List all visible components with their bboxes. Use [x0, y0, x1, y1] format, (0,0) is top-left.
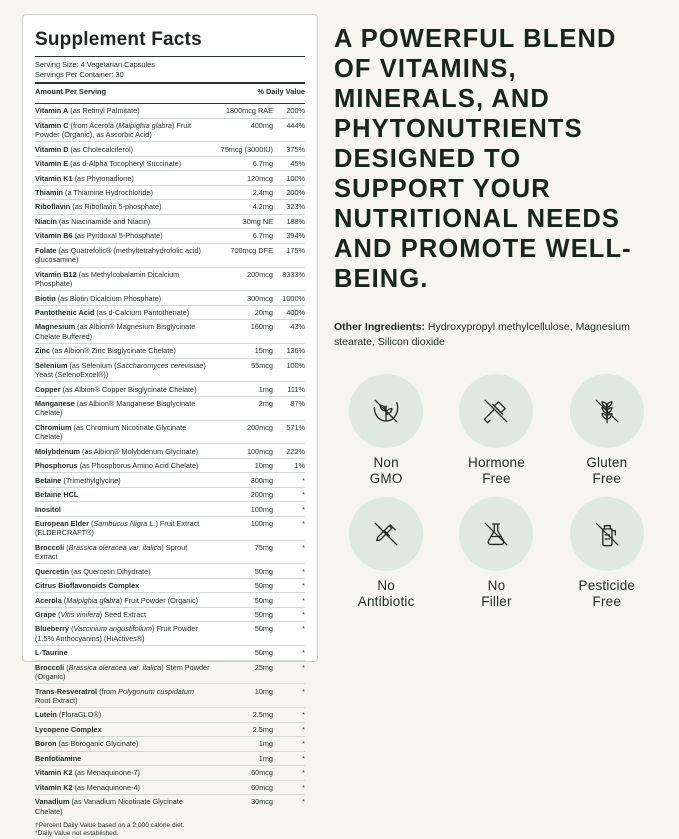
ingredient-name: Boron (as Boroganic Glycinate) — [35, 737, 211, 751]
badge-label-line1: No — [487, 578, 506, 593]
table-row — [35, 200, 305, 214]
ingredient-daily-value: 188% — [273, 214, 305, 228]
table-row — [35, 766, 305, 780]
table-row — [35, 142, 305, 156]
ingredient-daily-value: 45% — [273, 156, 305, 170]
badge-label-line1: Pesticide — [578, 578, 636, 593]
footnote-not-established: *Daily Value not established. — [35, 830, 119, 838]
ingredient-name: Benfotiamine — [35, 751, 211, 765]
ingredient-daily-value: * — [273, 607, 305, 621]
ingredient-daily-value: 100% — [273, 358, 305, 382]
ingredient-daily-value: 400% — [273, 305, 305, 319]
ingredient-name: Niacin (as Niacinamide and Niacin) — [35, 214, 211, 228]
supplement-facts-title: Supplement Facts — [35, 29, 202, 50]
ingredient-name: Lycopene Complex — [35, 722, 211, 736]
ingredient-amount: 50mg — [211, 622, 273, 646]
ingredient-name: Lutein (FloraGLO®) — [35, 708, 211, 722]
ingredient-amount: 15mg — [211, 344, 273, 358]
table-row — [35, 243, 305, 267]
ingredient-amount: 100mcg — [211, 444, 273, 458]
badge-label-line2: Free — [482, 471, 511, 486]
ingredient-amount: 20mg — [211, 305, 273, 319]
ingredient-daily-value: * — [273, 473, 305, 487]
ingredient-amount: 300mg — [211, 473, 273, 487]
footnote-daily-value: †Percent Daily Value based on a 2,000 calorie diet. — [35, 821, 185, 829]
pesticide-free-icon — [570, 497, 644, 571]
ingredient-daily-value: 136% — [273, 344, 305, 358]
ingredient-name: Riboflavin (as Riboflavin 5-phosphate) — [35, 200, 211, 214]
ingredient-daily-value: 43% — [273, 320, 305, 344]
table-row — [35, 229, 305, 243]
ingredient-daily-value: 444% — [273, 118, 305, 142]
ingredient-daily-value: * — [302, 797, 305, 807]
ingredient-name: Blueberry (Vaccinium angustifolium) Fruit Powder (1.5% Anthocyanins) (HiActives®) — [35, 622, 211, 646]
ingredient-name: Biotin (as Biotin Dicalcium Phosphate) — [35, 291, 211, 305]
badge-grid — [334, 374, 659, 610]
ingredient-daily-value: 222% — [273, 444, 305, 458]
ingredient-amount: 1800mcg RAE — [211, 104, 273, 118]
badge-label — [579, 578, 636, 610]
badge-label-line2: Antibiotic — [357, 594, 415, 609]
table-row — [35, 396, 305, 420]
badge-label-line1: Gluten — [586, 455, 628, 470]
ingredient-name: European Elder (Sambucus Nigra L.) Fruit Extract (ELDERCRAFT®) — [35, 516, 211, 540]
table-row — [35, 780, 305, 794]
badge-label-line1: Hormone — [468, 455, 525, 470]
ingredient-daily-value: * — [273, 516, 305, 540]
badge — [444, 497, 548, 610]
ingredient-name: Chromium (as Chromium Nicotinate Glycinate Chelate) — [35, 420, 211, 444]
ingredient-name: Vitamin B6 (as Pyridoxal 5-Phosphate) — [35, 229, 211, 243]
ingredient-amount: 75mg — [211, 540, 273, 564]
ingredient-amount: 6.7mg — [211, 156, 273, 170]
ingredient-daily-value: * — [273, 487, 305, 501]
ingredient-amount: 25mg — [211, 660, 273, 684]
ingredient-amount: 200mg — [211, 487, 273, 501]
ingredient-name: Trans-Resveratrol (from Polygonum cuspidatum Root Extract) — [35, 684, 211, 708]
badge-label — [481, 578, 511, 610]
ingredient-amount: 55mcg — [211, 358, 273, 382]
ingredient-amount: 50mg — [211, 593, 273, 607]
ingredient-daily-value: * — [273, 564, 305, 578]
ingredient-name: Vanadium (as Vanadium Nicotinate Glycinate Chelate) — [35, 797, 183, 816]
ingredient-amount: 50mg — [211, 578, 273, 592]
table-row — [35, 171, 305, 185]
ingredient-name: Selenium (as Selenium (Saccharomyces cerevisiae) Yeast (SelenoExcel®)) — [35, 358, 211, 382]
table-row — [35, 708, 305, 722]
table-row — [35, 516, 305, 540]
ingredient-amount: 10mg — [211, 684, 273, 708]
badge-label — [358, 578, 415, 610]
ingredient-amount: 60mcg — [211, 780, 273, 794]
ingredient-daily-value: * — [273, 684, 305, 708]
table-row — [35, 607, 305, 621]
ingredient-daily-value: * — [273, 660, 305, 684]
ingredient-daily-value: 571% — [273, 420, 305, 444]
ingredient-name: Vitamin B12 (as Methylcobalamin Dicalcium Phosphate) — [35, 267, 211, 291]
table-row — [35, 458, 305, 472]
ingredient-name: Vitamin E (as d-Alpha Tocopheryl Succinate) — [35, 156, 211, 170]
marketing-panel — [320, 0, 679, 679]
table-row — [35, 344, 305, 358]
ingredient-amount: 1mg — [211, 751, 273, 765]
ingredient-daily-value: * — [273, 502, 305, 516]
table-row — [35, 737, 305, 751]
ingredient-amount: 30mg NE — [211, 214, 273, 228]
ingredient-daily-value: 394% — [273, 229, 305, 243]
table-row — [35, 578, 305, 592]
other-ingredients — [334, 320, 659, 350]
ingredient-daily-value: * — [273, 578, 305, 592]
footnotes — [35, 818, 305, 839]
ingredient-amount: 100mg — [211, 516, 273, 540]
badge — [555, 374, 659, 487]
ingredient-amount: 50mg — [211, 646, 273, 660]
table-row — [35, 358, 305, 382]
ingredient-amount: 10mg — [211, 458, 273, 472]
ingredient-name: Molybdenum (as Albion® Molybdenum Glycinate) — [35, 444, 211, 458]
table-row — [35, 267, 305, 291]
ingredient-name: Vitamin C (from Acerola (Malpighia glabra) Fruit Powder (Organic), as Ascorbic Acid) — [35, 118, 211, 142]
ingredient-amount: 4.2mg — [211, 200, 273, 214]
table-row — [35, 487, 305, 501]
ingredient-name: Vitamin K1 (as Phytonadione) — [35, 171, 211, 185]
table-row — [35, 291, 305, 305]
table-row — [35, 185, 305, 199]
ingredient-name: Phosphorus (as Phosphorus Amino Acid Chelate) — [35, 458, 211, 472]
table-row — [35, 118, 305, 142]
other-ingredients-value: Hydroxypropyl methylcellulose, Magnesium stearate, Silicon dioxide — [334, 321, 630, 348]
badge-label-line2: Filler — [481, 594, 512, 609]
ingredient-daily-value: * — [273, 646, 305, 660]
ingredient-name: Acerola (Malpighia glabra) Fruit Powder (Organic) — [35, 593, 211, 607]
ingredient-amount: 300mcg — [211, 291, 273, 305]
ingredient-amount: 1mg — [211, 382, 273, 396]
ingredient-daily-value: * — [273, 540, 305, 564]
table-row — [35, 305, 305, 319]
table-row — [35, 540, 305, 564]
ingredient-daily-value: 323% — [273, 200, 305, 214]
badge — [334, 374, 438, 487]
ingredient-daily-value: * — [273, 593, 305, 607]
ingredient-name: Copper (as Albion® Copper Bisglycinate Chelate) — [35, 382, 211, 396]
ingredient-daily-value: 100% — [273, 171, 305, 185]
ingredient-name: Vitamin K2 (as Menaquinone-4) — [35, 780, 211, 794]
table-row — [35, 320, 305, 344]
ingredient-amount: 6.7mg — [211, 229, 273, 243]
badge-label-line2: Free — [592, 594, 622, 609]
ingredient-amount: 120mcg — [211, 171, 273, 185]
headline: A POWERFUL BLEND OF VITAMINS, MINERALS, AND PHYTONUTRIENTS DESIGNED TO SUPPORT YOUR NUTRITIONAL NEEDS AND PROMOTE WELL-BEING. — [334, 25, 632, 293]
badge — [555, 497, 659, 610]
supplement-facts-card — [22, 14, 318, 838]
table-row — [35, 564, 305, 578]
badge-label-line2: GMO — [369, 471, 403, 486]
ingredient-daily-value: * — [273, 737, 305, 751]
badge-label — [468, 455, 525, 487]
ingredient-daily-value: 175% — [273, 243, 305, 267]
ingredient-amount: 400mg — [211, 118, 273, 142]
ingredient-amount: 2.5mg — [211, 708, 273, 722]
ingredient-amount: 160mg — [211, 320, 273, 344]
ingredient-daily-value: 1000% — [273, 291, 305, 305]
ingredient-name: Broccoli (Brassica oleracea var. italica) Sprout Extract — [35, 540, 211, 564]
ingredient-name: Manganese (as Albion® Manganese Bisglycinate Chelate) — [35, 396, 211, 420]
supplement-facts-table — [35, 104, 305, 818]
supplement-facts-panel — [0, 0, 320, 838]
ingredient-amount: 2mg — [211, 396, 273, 420]
ingredient-daily-value: 87% — [273, 396, 305, 420]
badge-label-line2: Free — [592, 471, 622, 486]
gluten-free-icon — [570, 374, 644, 448]
facts-column-headers — [35, 84, 305, 99]
ingredient-daily-value: 375% — [273, 142, 305, 156]
serving-size: Serving Size: 4 Vegetarian Capsules — [35, 60, 155, 69]
ingredient-amount: 2.4mg — [211, 185, 273, 199]
ingredient-name: Betaine HCL — [35, 487, 211, 501]
ingredient-amount: 700mcg DFE — [211, 243, 273, 267]
ingredient-name: Quercetin (as Quercetin Dihydrate) — [35, 564, 211, 578]
table-row — [35, 473, 305, 487]
ingredient-amount: 50mg — [211, 564, 273, 578]
non-gmo-icon — [349, 374, 423, 448]
hormone-free-icon — [459, 374, 533, 448]
ingredient-daily-value: 200% — [273, 185, 305, 199]
badge — [444, 374, 548, 487]
ingredient-amount: 100mg — [211, 502, 273, 516]
header-amount-per-serving: Amount Per Serving — [35, 87, 107, 97]
no-antibiotic-icon — [349, 497, 423, 571]
ingredient-name: Folate (as Quatrefolic® (methyltetrahydrofolic acid) glucosamine) — [35, 243, 211, 267]
ingredient-amount: 200mcg — [211, 420, 273, 444]
no-filler-icon — [459, 497, 533, 571]
header-percent-daily-value: % Daily Value — [257, 87, 305, 97]
ingredient-daily-value: 8333% — [273, 267, 305, 291]
ingredient-daily-value: * — [273, 766, 305, 780]
ingredient-daily-value: 200% — [273, 104, 305, 118]
ingredient-name: Citrus Bioflavonoids Complex — [35, 578, 211, 592]
table-row — [35, 420, 305, 444]
table-row — [35, 593, 305, 607]
ingredient-daily-value: * — [273, 780, 305, 794]
badge — [334, 497, 438, 610]
ingredient-name: Magnesium (as Albion® Magnesium Bisglycinate Chelate Buffered) — [35, 320, 211, 344]
ingredient-amount: 60mcg — [211, 766, 273, 780]
table-row — [35, 104, 305, 118]
badge-label-line1: Non — [373, 455, 399, 470]
ingredient-name: Inositol — [35, 502, 211, 516]
ingredient-name: Vitamin K2 (as Menaquinone-7) — [35, 766, 211, 780]
ingredient-amount: 50mg — [211, 607, 273, 621]
ingredient-daily-value: * — [273, 722, 305, 736]
table-row — [35, 622, 305, 646]
ingredient-amount: 2.5mg — [211, 722, 273, 736]
ingredient-amount: 200mcg — [211, 267, 273, 291]
ingredient-daily-value: 1% — [273, 458, 305, 472]
ingredient-name: Betaine (Trimethylglycine) — [35, 473, 211, 487]
table-row — [35, 444, 305, 458]
ingredient-amount: 75mcg (3000IU) — [211, 142, 273, 156]
ingredient-daily-value: * — [273, 708, 305, 722]
ingredient-name: Broccoli (Brassica oleracea var. italica) Stem Powder (Organic) — [35, 660, 211, 684]
table-row — [35, 214, 305, 228]
ingredient-name: Grape (Vitis vinifera) Seed Extract — [35, 607, 211, 621]
table-row — [35, 156, 305, 170]
table-row — [35, 646, 305, 660]
servings-per-container: Servings Per Container: 30 — [35, 69, 124, 79]
ingredient-daily-value: * — [273, 751, 305, 765]
table-row — [35, 795, 305, 818]
ingredient-name: Pantothenic Acid (as d-Calcium Pantothenate) — [35, 305, 211, 319]
table-row — [35, 751, 305, 765]
table-row — [35, 502, 305, 516]
badge-label — [586, 455, 627, 487]
table-row — [35, 660, 305, 684]
table-row — [35, 722, 305, 736]
ingredient-name: L-Taurine — [35, 646, 211, 660]
ingredient-amount: 30mcg — [251, 797, 273, 807]
badge-label — [370, 455, 403, 487]
ingredient-amount: 1mg — [211, 737, 273, 751]
ingredient-name: Vitamin A (as Retinyl Palmitate) — [35, 104, 211, 118]
ingredient-daily-value: * — [273, 622, 305, 646]
ingredient-name: Vitamin D (as Cholecalciferol) — [35, 142, 211, 156]
table-row — [35, 382, 305, 396]
ingredient-daily-value: 111% — [273, 382, 305, 396]
table-row — [35, 684, 305, 708]
ingredient-name: Zinc (as Albion® Zinc Bisglycinate Chelate) — [35, 344, 211, 358]
ingredient-name: Thiamin (a Thiamine Hydrochloride) — [35, 185, 211, 199]
badge-label-line1: No — [377, 578, 395, 593]
other-ingredients-label: Other Ingredients: — [334, 321, 426, 333]
